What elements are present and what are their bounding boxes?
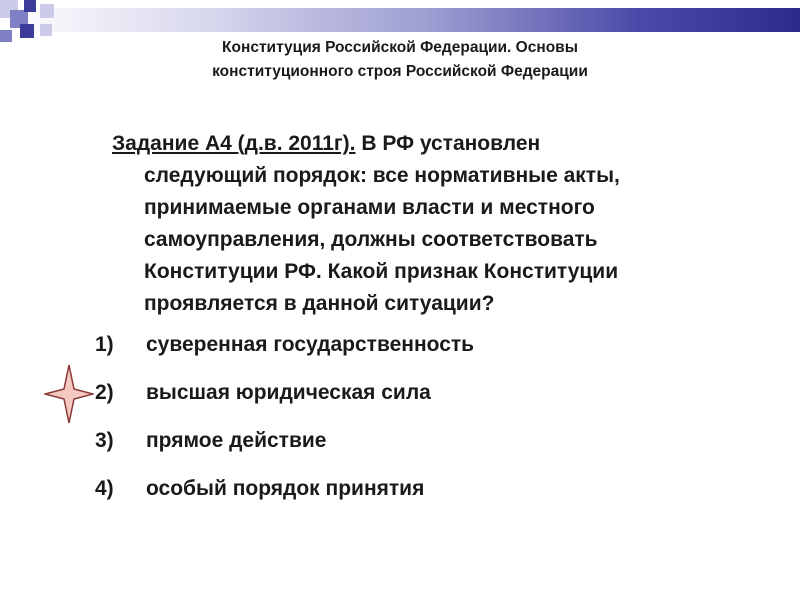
answer-option-3[interactable] (95, 426, 474, 474)
four-point-star-icon (44, 364, 94, 424)
decor-square (40, 4, 54, 18)
option-number: 1) (95, 333, 114, 356)
header-line-1: Конституция Российской Федерации. Основы (222, 39, 578, 56)
answer-option-1[interactable] (95, 330, 474, 378)
option-text: особый порядок принятия (146, 477, 425, 500)
task-line: Конституции РФ. Какой признак Конституции (144, 260, 619, 283)
task-line: принимаемые органами власти и местного (144, 196, 595, 219)
answer-options (95, 330, 474, 522)
answer-option-4[interactable] (95, 474, 474, 522)
top-gradient-bar (0, 8, 800, 32)
task-line-1: В РФ установлен (355, 132, 541, 155)
slide-header (0, 36, 800, 84)
decor-square (24, 0, 36, 12)
option-number: 4) (95, 477, 114, 500)
option-number: 3) (95, 429, 114, 452)
answer-option-2[interactable] (95, 378, 474, 426)
task-label: Задание А4 (д.в. 2011г). (112, 132, 356, 155)
decor-square (40, 24, 52, 36)
option-text: суверенная государственность (146, 333, 475, 356)
task-line: проявляется в данной ситуации? (144, 292, 495, 315)
task-line: следующий порядок: все нормативные акты, (144, 164, 620, 187)
task-text (112, 128, 772, 320)
header-line-2: конституционного строя Российской Федерации (212, 63, 588, 80)
option-number: 2) (95, 381, 114, 404)
task-first-line (112, 128, 772, 160)
task-line: самоуправления, должны соответствовать (144, 228, 598, 251)
option-text: высшая юридическая сила (146, 381, 431, 404)
option-text: прямое действие (146, 429, 327, 452)
